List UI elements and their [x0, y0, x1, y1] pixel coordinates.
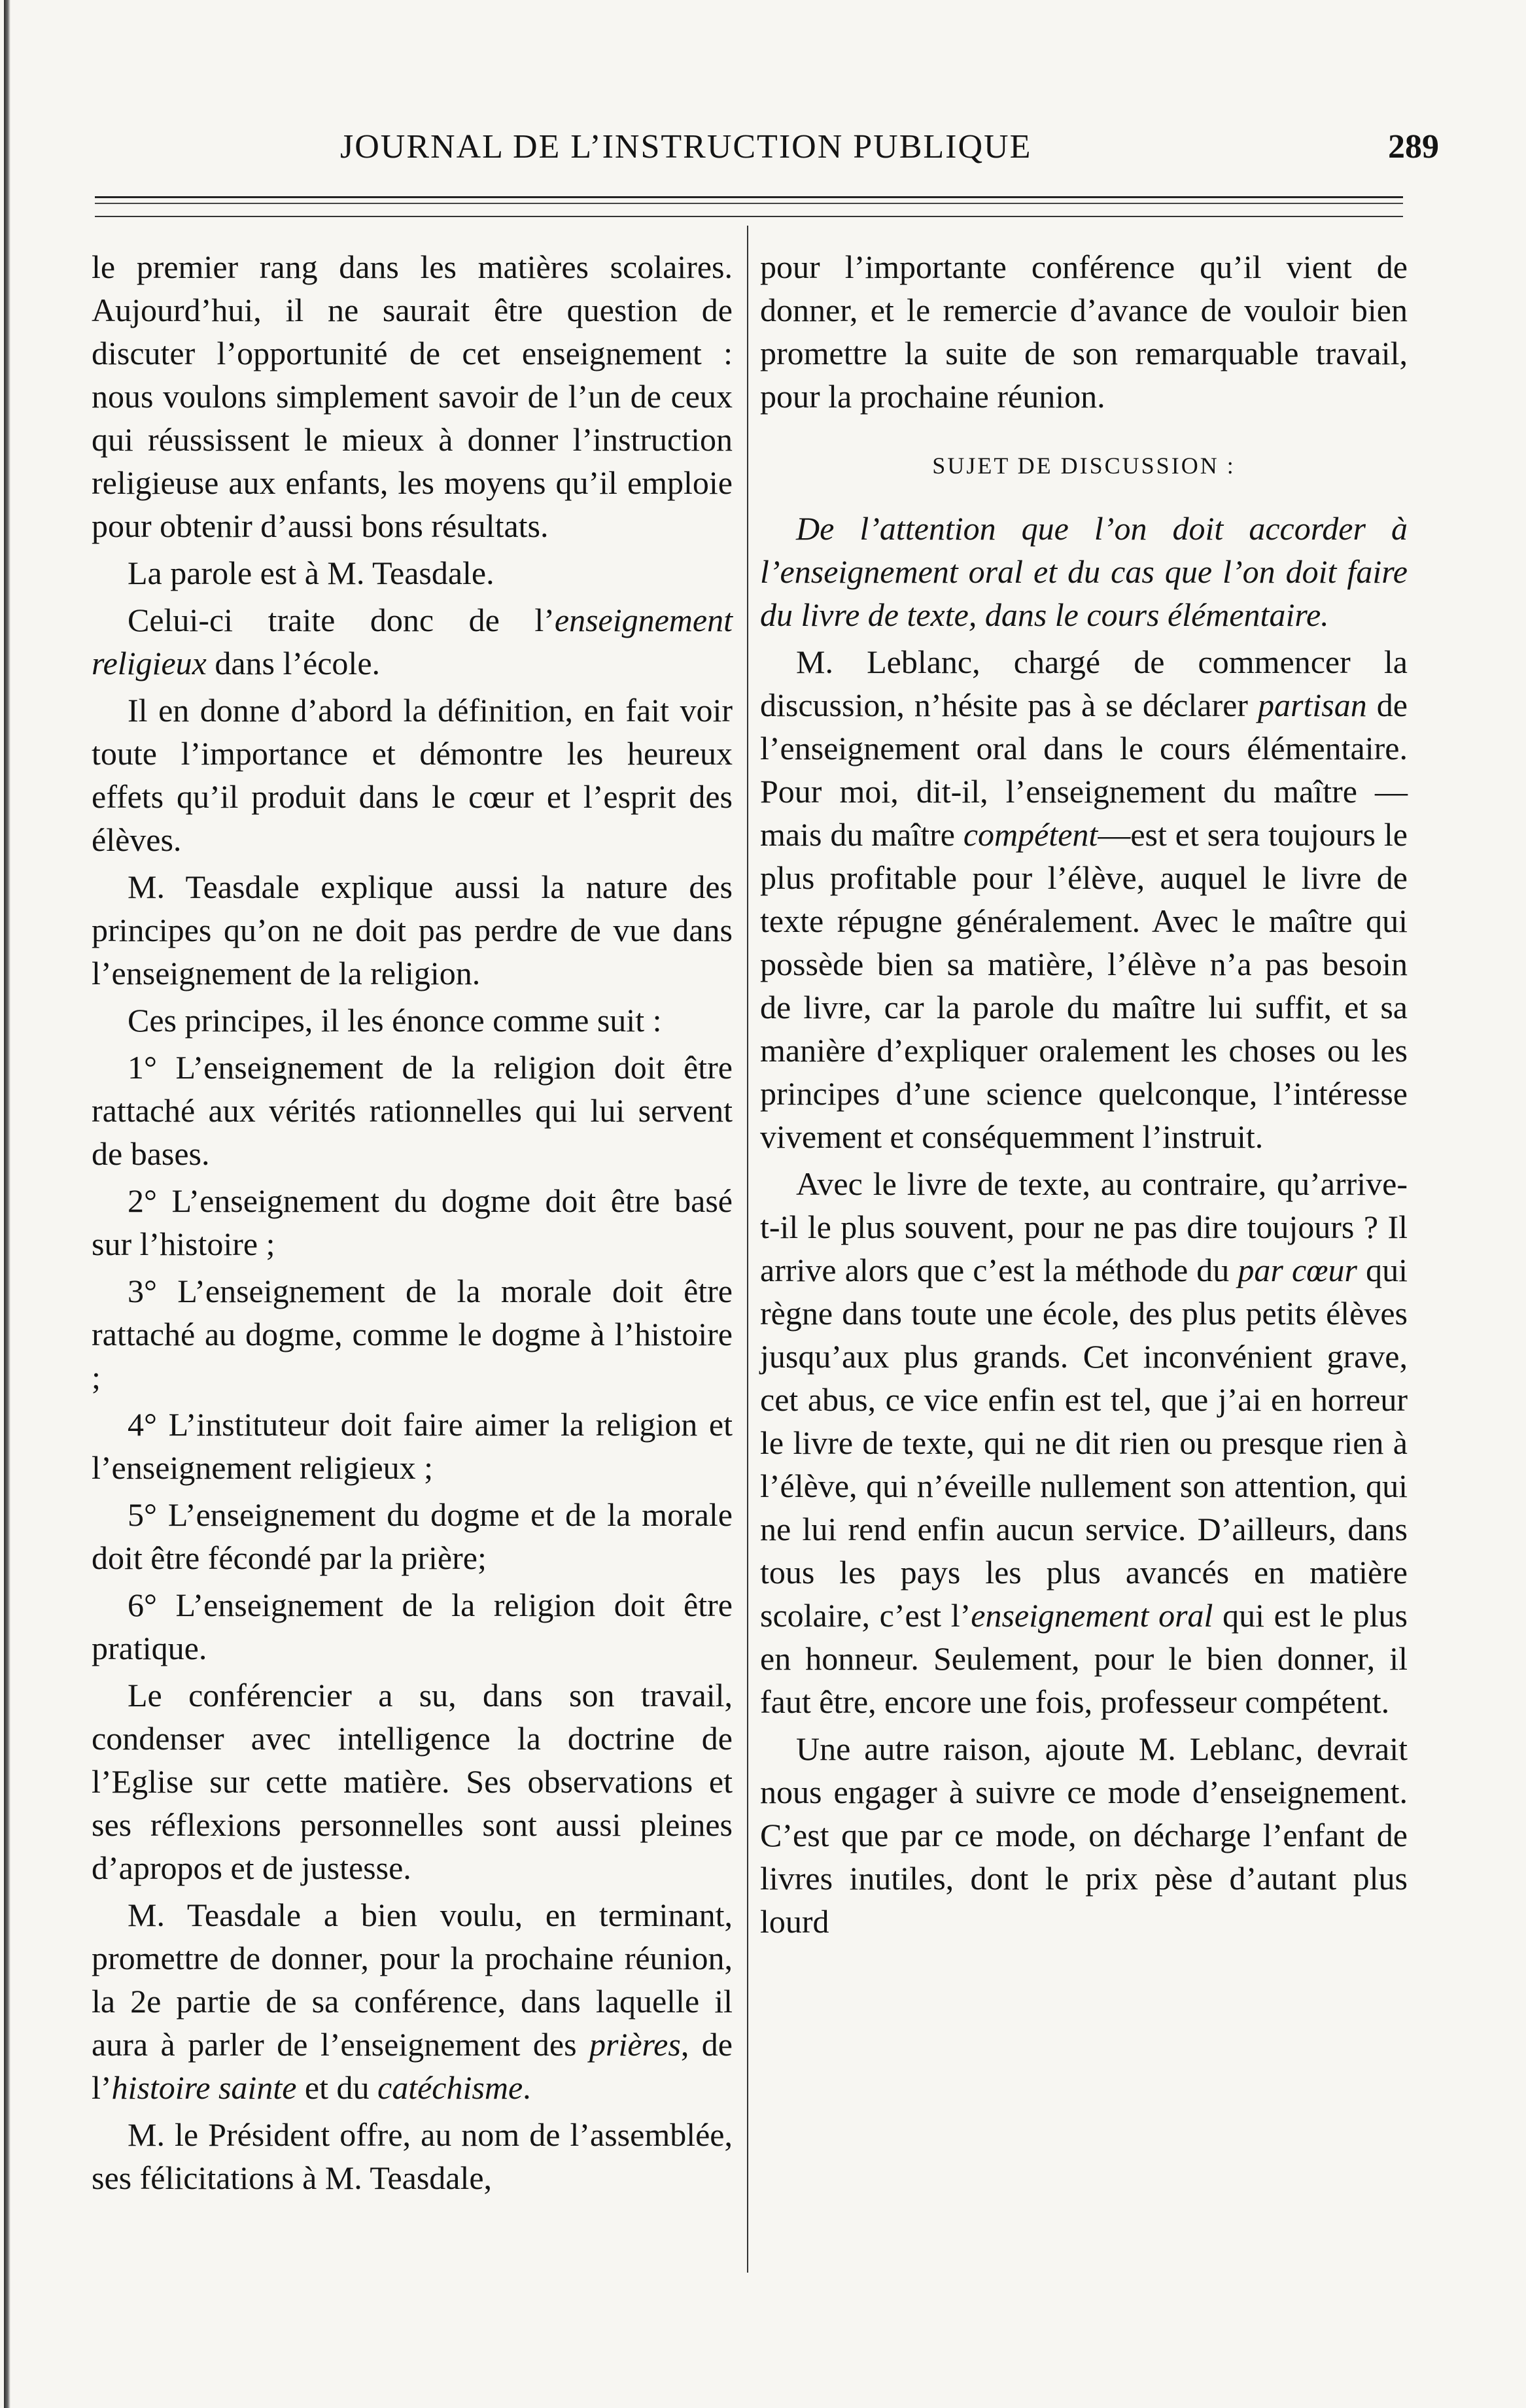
list-item: 4° L’instituteur doit faire aimer la religion et l’enseignement religieux ;	[92, 1406, 733, 1486]
page-header	[340, 128, 1439, 193]
list-item: 3° L’enseignement de la morale doit être rattaché au dogme, comme le dogme à l’histoire ;	[92, 1273, 733, 1396]
paragraph: Le conférencier a su, dans son travail, condenser avec intelligence la doctrine de l’Eglise sur cette matière. Ses observations et ses réflexions personnelles sont aussi pleines d’apropos et de justesse.	[92, 1677, 733, 1886]
principles-list	[92, 1046, 733, 1670]
header-rule	[95, 196, 1403, 204]
paragraph: Ces principes, il les énonce comme suit :	[128, 1002, 662, 1039]
page-number: 289	[1388, 128, 1439, 165]
running-head: JOURNAL DE L’INSTRUCTION PUBLIQUE	[340, 128, 1032, 165]
paragraph: M. Leblanc, chargé de commencer la discussion, n’hésite pas à se déclarer partisan de l’enseignement oral dans le cours élémentaire. Pour moi, dit-il, l’enseignement du maître — mais du maître compétent—est et sera toujours le plus profitable pour l’élève, auquel le livre de texte répugne généralement. Avec le maître qui possède bien sa matière, l’élève n’a pas besoin de livre, car la parole du maître lui suffit, et sa manière d’expliquer oralement les choses ou les principes d’une science quelconque, l’intéresse vivement et conséquemment l’instruit.	[760, 644, 1408, 1155]
list-item: 6° L’enseignement de la religion doit être pratique.	[92, 1587, 733, 1666]
page-edge	[4, 0, 10, 2408]
paragraph: M. Teasdale explique aussi la nature des principes qu’on ne doit pas perdre de vue dans l’enseignement de la religion.	[92, 869, 733, 991]
list-item: 2° L’enseignement du dogme doit être basé sur l’histoire ;	[92, 1182, 733, 1262]
header-rule-secondary	[95, 216, 1403, 217]
column-divider	[747, 226, 748, 2273]
list-item: 5° L’enseignement du dogme et de la morale doit être fécondé par la prière;	[92, 1496, 733, 1576]
paragraph: Une autre raison, ajoute M. Leblanc, devrait nous engager à suivre ce mode d’enseignement. C’est que par ce mode, on décharge l’enfant de livres inutiles, dont le prix pèse d’autant plus lourd	[760, 1730, 1408, 1940]
section-heading: SUJET DE DISCUSSION :	[932, 453, 1236, 479]
right-column	[760, 245, 1408, 1947]
list-item: 1° L’enseignement de la religion doit être rattaché aux vérités rationnelles qui lui servent de bases.	[92, 1049, 733, 1172]
paragraph: M. le Président offre, au nom de l’assemblée, ses félicitations à M. Teasdale,	[92, 2116, 733, 2196]
discussion-subject: De l’attention que l’on doit accorder à l’enseignement oral et du cas que l’on doit faire du livre de texte, dans le cours élémentaire.	[760, 510, 1408, 633]
paragraph: Avec le livre de texte, au contraire, qu’arrive-t-il le plus souvent, pour ne pas dire toujours ? Il arrive alors que c’est la méthode du par cœur qui règne dans toute une école, des plus petits élèves jusqu’aux plus grands. Cet inconvénient grave, cet abus, ce vice enfin est tel, que j’ai en horreur le livre de texte, qui ne dit rien ou presque rien à l’élève, qui n’éveille nullement son attention, qui ne lui rend enfin aucun service. D’ailleurs, dans tous les pays les plus avancés en matière scolaire, c’est l’enseignement oral qui est le plus en honneur. Seulement, pour le bien donner, il faut être, encore une fois, professeur compétent.	[760, 1165, 1408, 1720]
paragraph: le premier rang dans les matières scolaires. Aujourd’hui, il ne saurait être question de discuter l’opportunité de cet enseignement : nous voulons simplement savoir de l’un de ceux qui réussissent le mieux à donner l’instruction religieuse aux enfants, les moyens qu’il emploie pour obtenir d’aussi bons résultats.	[92, 249, 733, 544]
paragraph: Celui-ci traite donc de l’enseignement religieux dans l’école.	[92, 602, 733, 681]
paragraph: M. Teasdale a bien voulu, en terminant, promettre de donner, pour la prochaine réunion, la 2e partie de sa conférence, dans laquelle il aura à parler de l’enseignement des prières, de l’histoire sainte et du catéchisme.	[92, 1897, 733, 2106]
paragraph: Il en donne d’abord la définition, en fait voir toute l’importance et démontre les heureux effets qu’il produit dans le cœur et l’esprit des élèves.	[92, 692, 733, 858]
paragraph: pour l’importante conférence qu’il vient de donner, et le remercie d’avance de vouloir bien promettre la suite de son remarquable travail, pour la prochaine réunion.	[760, 249, 1408, 415]
paragraph: La parole est à M. Teasdale.	[128, 555, 494, 591]
left-column	[92, 245, 733, 2203]
